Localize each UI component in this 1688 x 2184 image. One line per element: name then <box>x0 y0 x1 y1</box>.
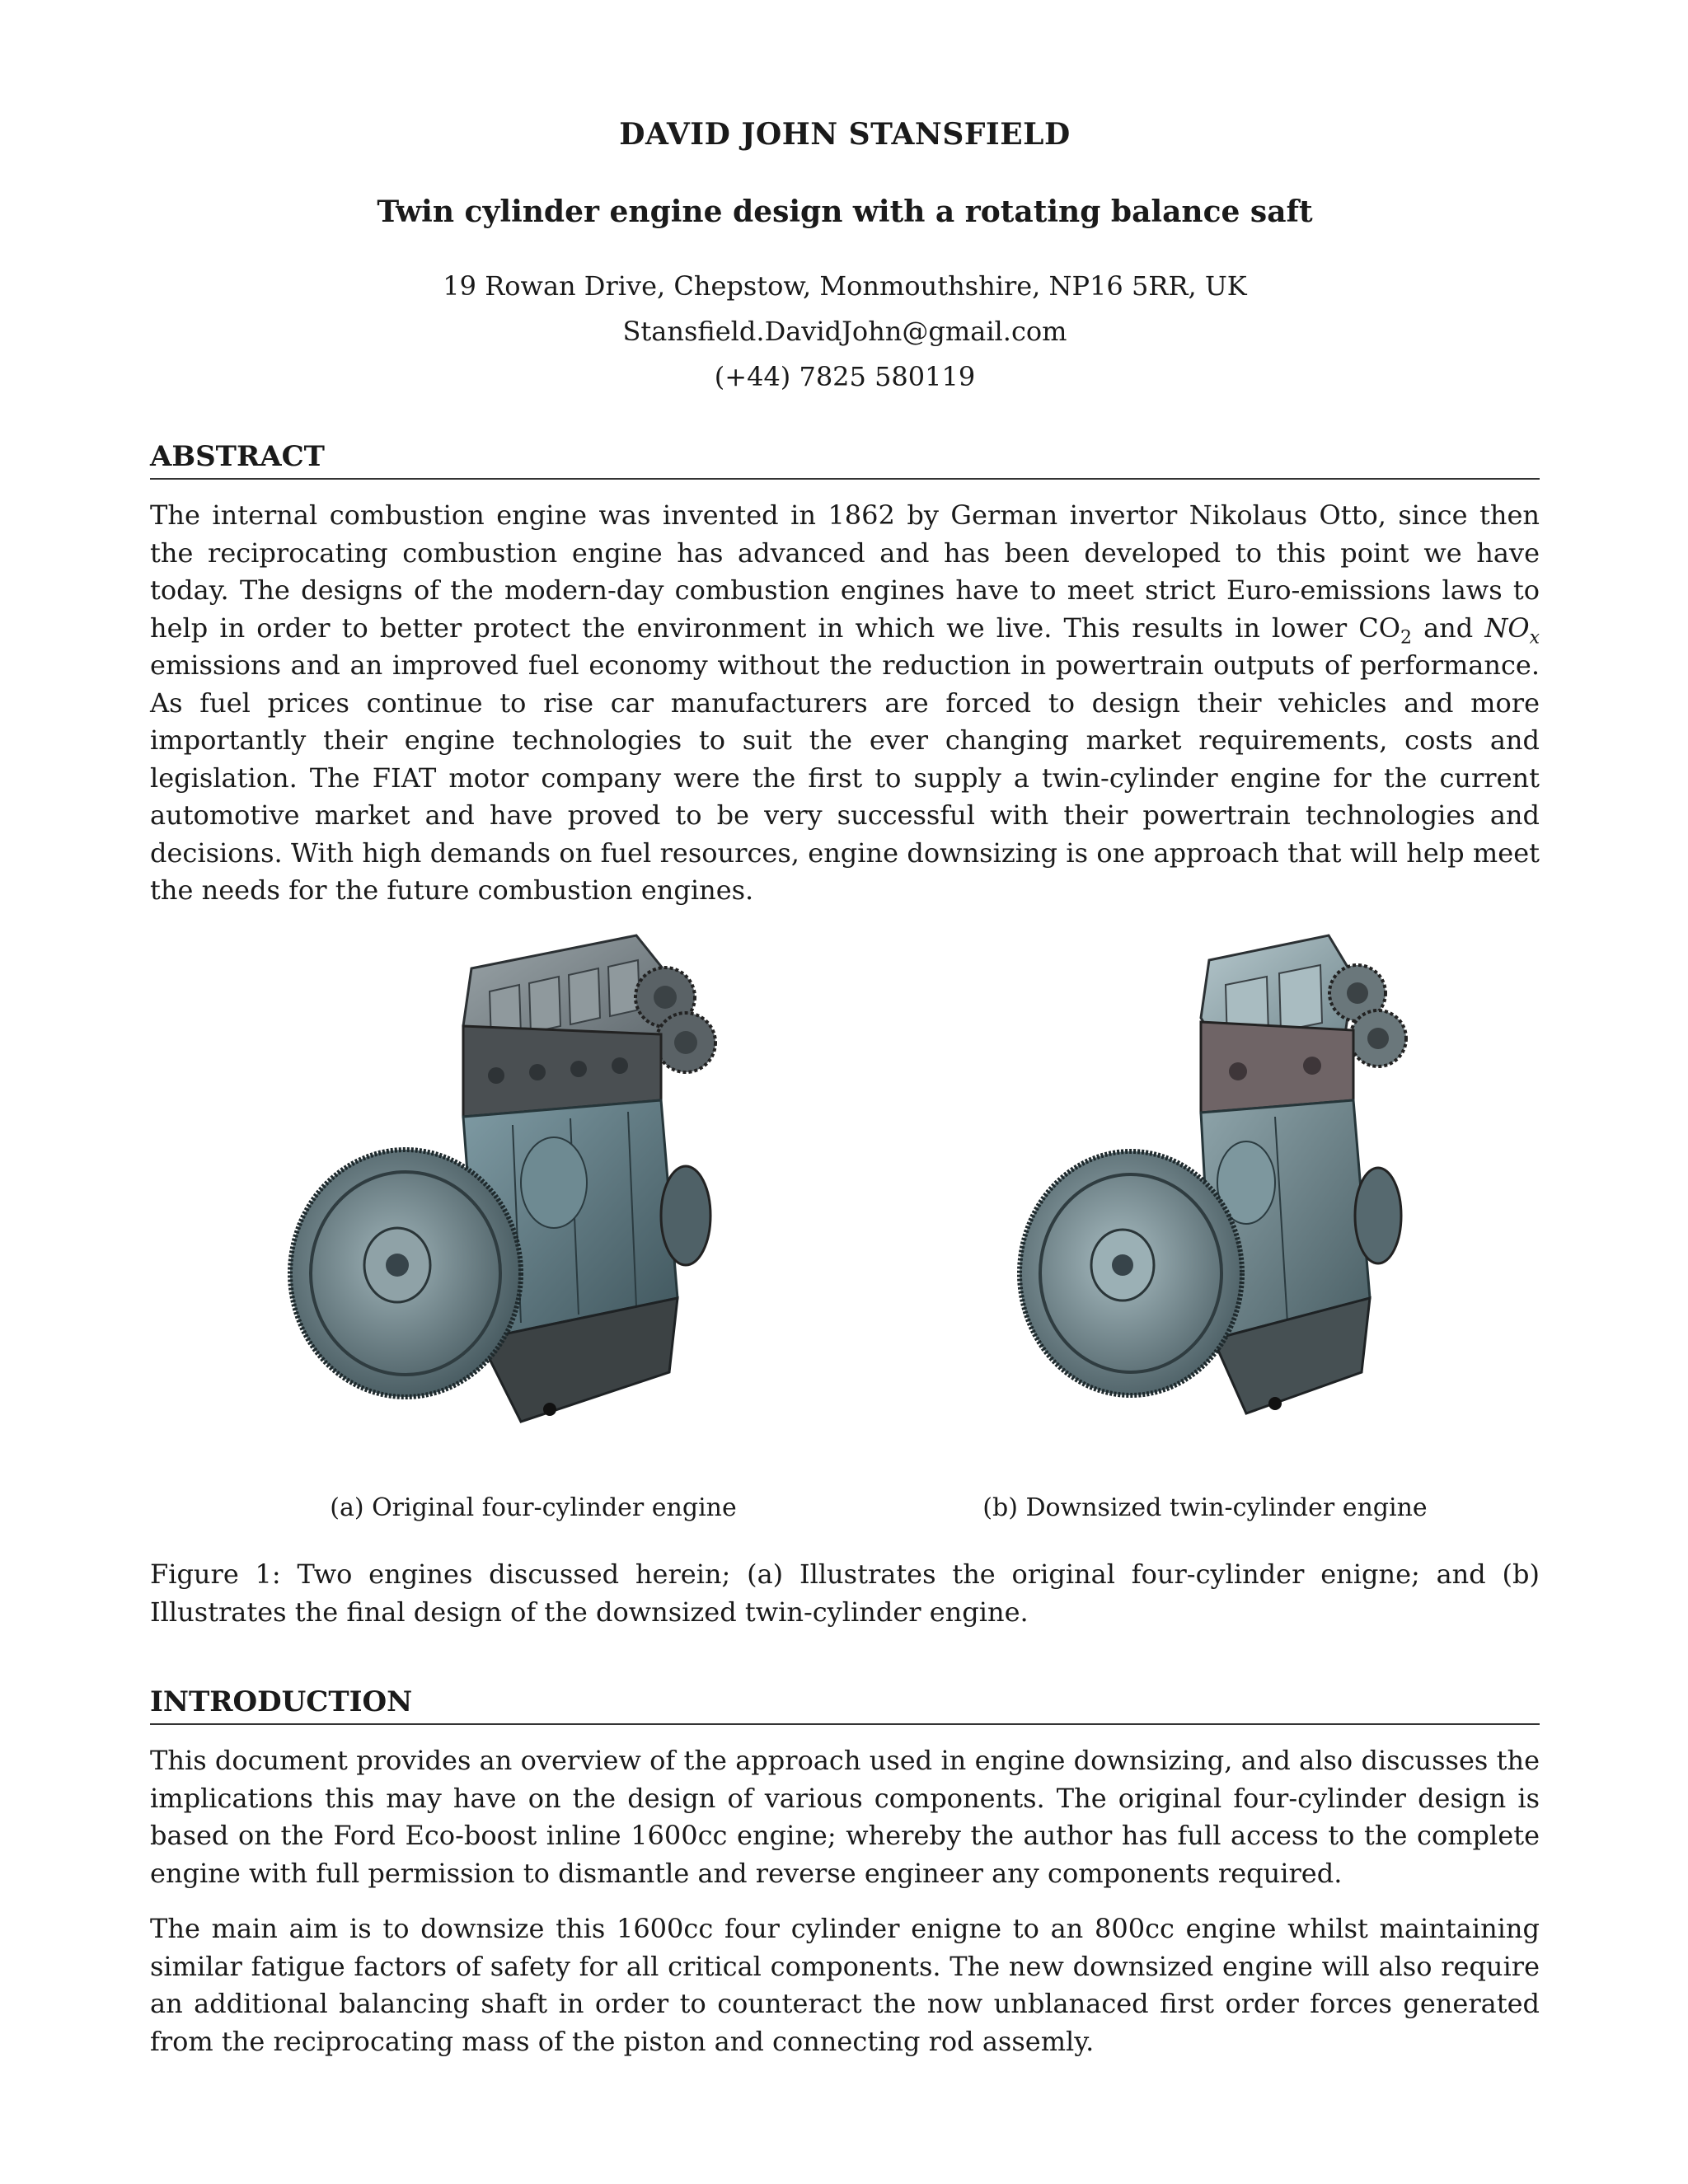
introduction-heading: INTRODUCTION <box>150 1685 1540 1725</box>
author-email: Stansfield.DavidJohn@gmail.com <box>622 316 1067 347</box>
abstract-text-part1: The internal combustion engine was invented in 1862 by German invertor Nikolaus Otto, since then the reciprocating combustion engine has advanced and has been developed to this point we have today. The designs of the modern-day combustion engines have to meet strict Euro-emissions laws to help in order to better protect the environment in which we live. This results in lower CO <box>150 499 1540 644</box>
figure-caption: Figure 1: Two engines discussed herein; (a) Illustrates the original four-cylinder enigne; and (b) Illustrates the final design of the downsized twin-cylinder engine. <box>150 1558 1540 1628</box>
author-name: DAVID JOHN STANSFIELD <box>619 117 1071 152</box>
nox-main: NO <box>1484 612 1530 644</box>
subcaption-b: (b) Downsized twin-cylinder engine <box>982 1493 1428 1522</box>
abstract-text-and: and <box>1411 612 1485 644</box>
author-phone: (+44) 7825 580119 <box>714 361 976 392</box>
introduction-paragraph-2: The main aim is to downsize this 1600cc four cylinder enigne to an 800cc engine whilst maintaining similar fatigue factors of safety for all critical components. The new downsized engine will also require an additional balancing shaft in order to counteract the now unblanaced first order forces generated from the reciprocating mass of the piston and connecting rod assemly. <box>150 1913 1540 2057</box>
twin-cylinder-engine-image <box>974 911 1568 1455</box>
paper-title: Twin cylinder engine design with a rotating balance saft <box>377 194 1313 229</box>
four-cylinder-engine-image <box>274 911 867 1455</box>
subcaption-a: (a) Original four-cylinder engine <box>330 1493 737 1522</box>
abstract-heading: ABSTRACT <box>150 440 1540 480</box>
nox-subscript: x <box>1529 626 1540 648</box>
author-address: 19 Rowan Drive, Chepstow, Monmouthshire, NP16 5RR, UK <box>443 270 1247 302</box>
abstract-text-part2: emissions and an improved fuel economy without the reduction in powertrain outputs of performance. As fuel prices continue to rise car manufacturers are forced to design their vehicles and more importantly their engine technologies to suit the ever changing market requirements, costs and legislation. The FIAT motor company were the first to supply a twin-cylinder engine for the current automotive market and have proved to be very successful with their powertrain technologies and decisions. With high demands on fuel resources, engine downsizing is one approach that will help meet the needs for the future combustion engines. <box>150 649 1540 906</box>
introduction-paragraph-1: This document provides an overview of the approach used in engine downsizing, and also discusses the implications this may have on the design of various components. The original four-cylinder design is based on the Ford Eco-boost inline 1600cc engine; whereby the author has full access to the complete engine with full permission to dismantle and reverse engineer any components required. <box>150 1745 1540 1889</box>
nox-symbol <box>1484 612 1540 648</box>
abstract-text <box>150 497 1540 910</box>
co2-subscript: 2 <box>1400 626 1412 648</box>
